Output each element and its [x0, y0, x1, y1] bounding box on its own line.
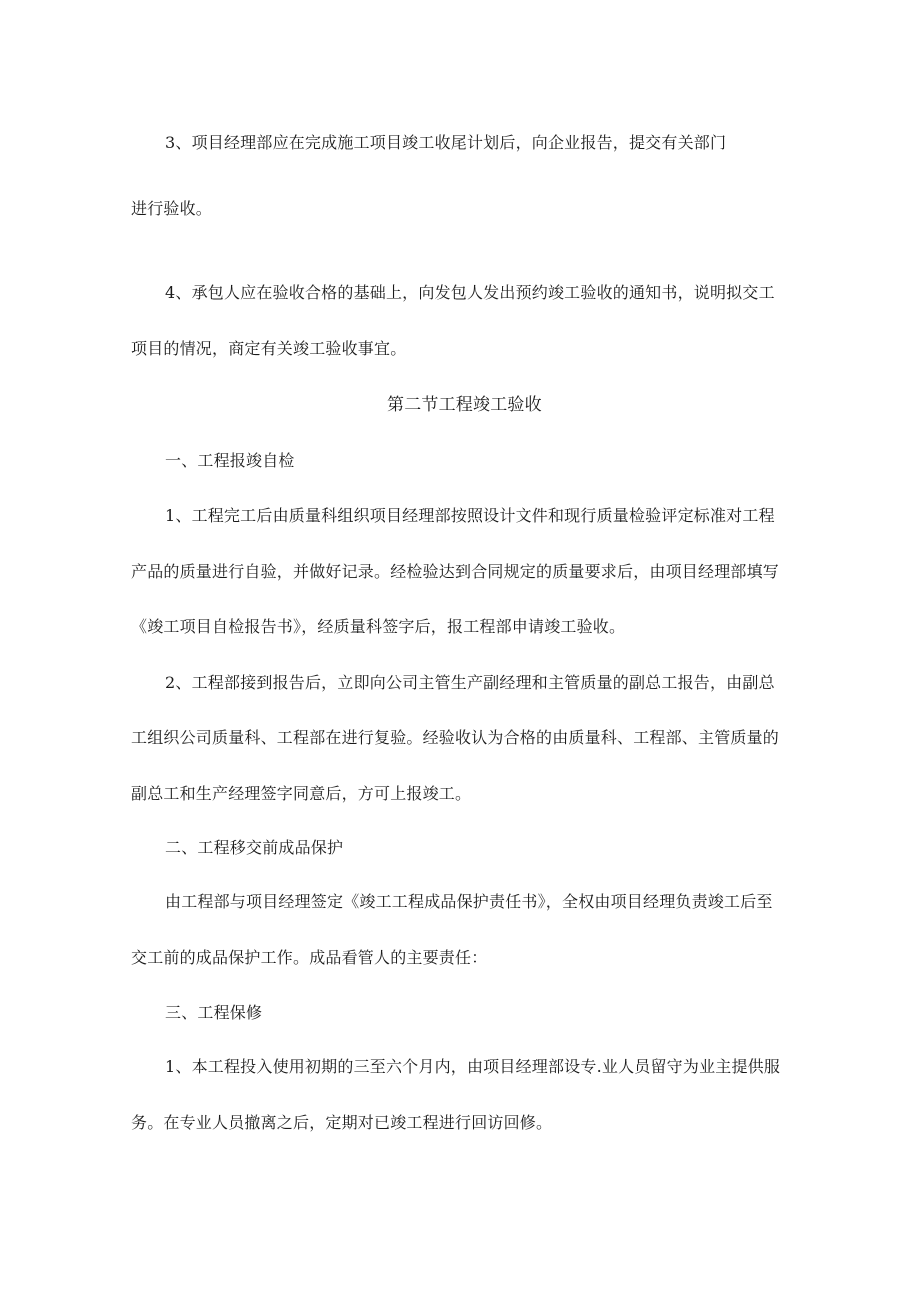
subheading-self-inspection: 一、工程报竣自检 — [165, 451, 295, 470]
paragraph-4-line-1: 4、承包人应在验收合格的基础上，向发包人发出预约竣工验收的通知书，说明拟交工 — [165, 283, 775, 302]
paragraph-3-line-2: 进行验收。 — [131, 199, 213, 218]
subheading-protection: 二、工程移交前成品保护 — [165, 838, 344, 857]
item-1-line-1: 1、工程完工后由质量科组织项目经理部按照设计文件和现行质量检验评定标准对工程 — [165, 506, 775, 525]
section-title: 第二节工程竣工验收 — [387, 395, 542, 415]
subheading-warranty: 三、工程保修 — [165, 1003, 263, 1022]
warranty-item-1-line-1: 1、本工程投入使用初期的三至六个月内，由项目经理部设专.业人员留守为业主提供服 — [165, 1057, 781, 1076]
protection-line-2: 交工前的成品保护工作。成品看管人的主要责任： — [131, 948, 488, 967]
item-2-line-1: 2、工程部接到报告后，立即向公司主管生产副经理和主管质量的副总工报告，由副总 — [165, 673, 775, 692]
item-2-line-3: 副总工和生产经理签字同意后，方可上报竣工。 — [131, 784, 472, 803]
paragraph-4-line-2: 项目的情况，商定有关竣工验收事宜。 — [131, 339, 407, 358]
paragraph-3-line-1: 3、项目经理部应在完成施工项目竣工收尾计划后，向企业报告，提交有关部门 — [165, 133, 727, 152]
warranty-item-1-line-2: 务。在专业人员撤离之后，定期对已竣工程进行回访回修。 — [131, 1113, 553, 1132]
item-1-line-3: 《竣工项目自检报告书》，经质量科签字后，报工程部申请竣工验收。 — [131, 617, 626, 636]
item-1-line-2: 产品的质量进行自验，并做好记录。经检验达到合同规定的质量要求后，由项目经理部填写 — [131, 562, 780, 581]
item-2-line-2: 工组织公司质量科、工程部在进行复验。经验收认为合格的由质量科、工程部、主管质量的 — [131, 728, 780, 747]
protection-line-1: 由工程部与项目经理签定《竣工工程成品保护责任书》，全权由项目经理负责竣工后至 — [165, 892, 773, 911]
